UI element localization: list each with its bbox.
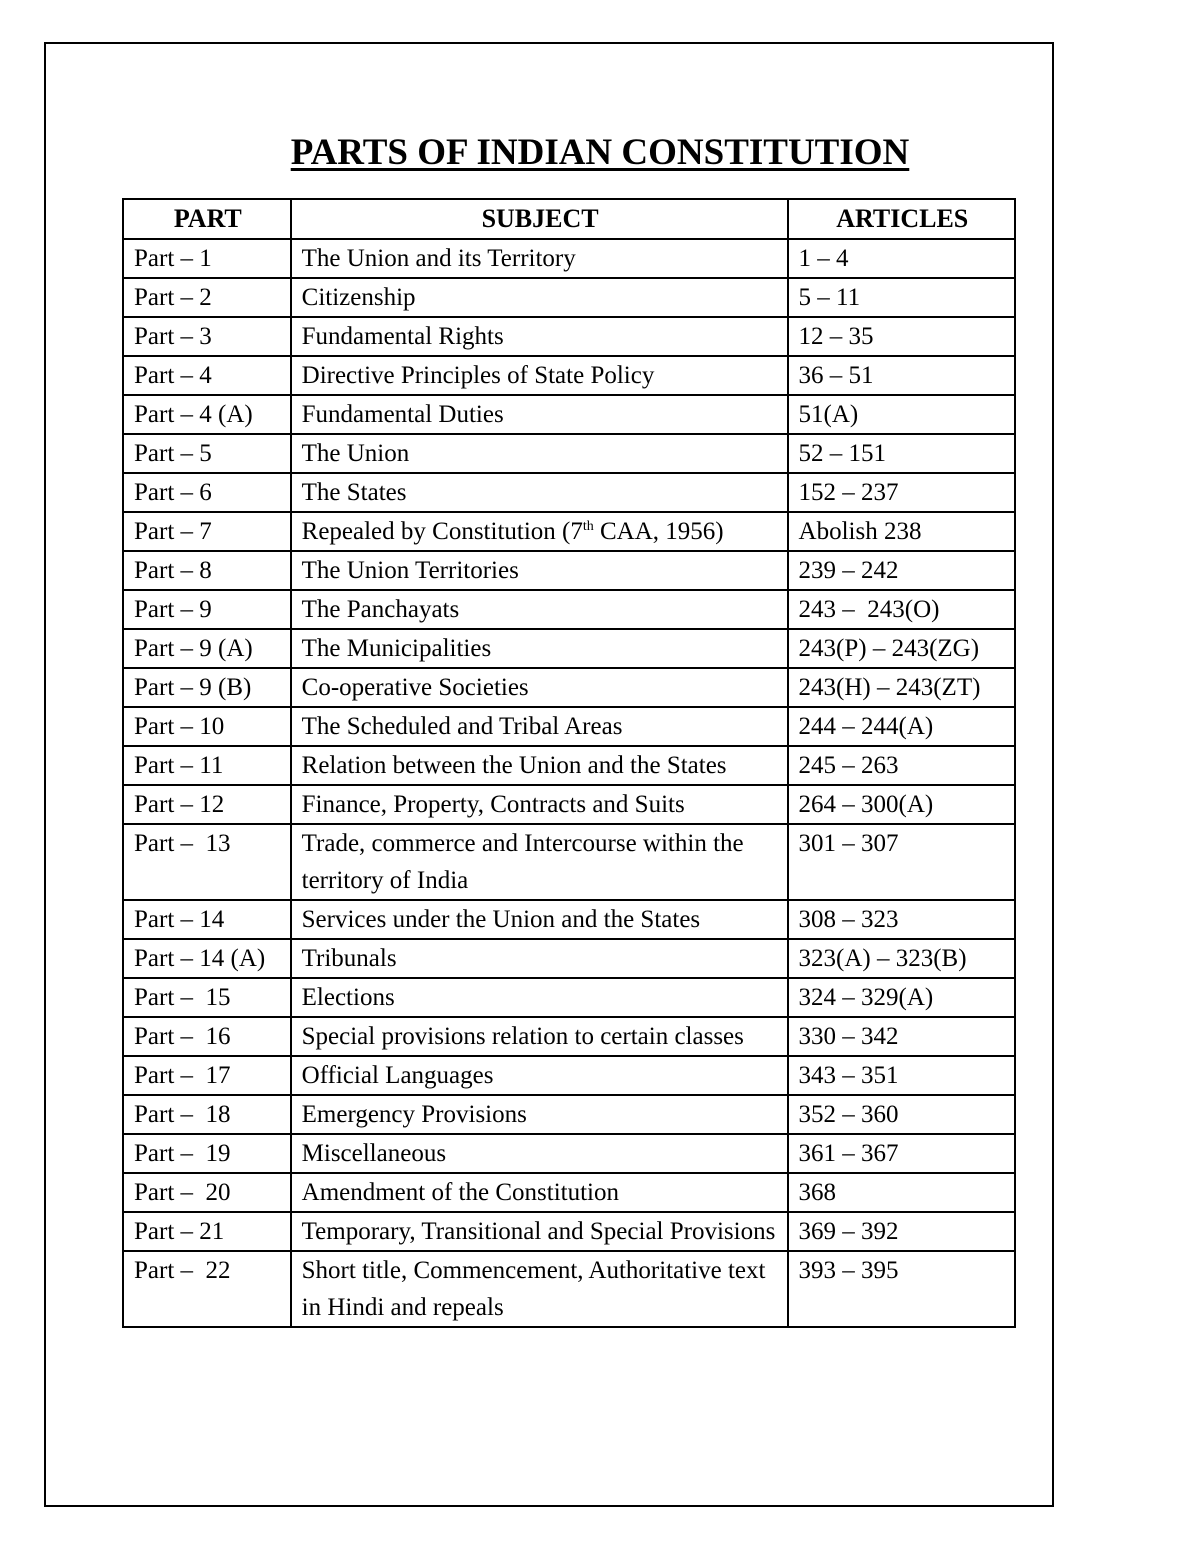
- subject-cell: Finance, Property, Contracts and Suits: [291, 785, 788, 824]
- part-cell: Part – 10: [123, 707, 291, 746]
- articles-cell: 301 – 307: [788, 824, 1015, 900]
- part-cell: Part – 19: [123, 1134, 291, 1173]
- articles-cell: 243 – 243(O): [788, 590, 1015, 629]
- subject-cell: The Union and its Territory: [291, 239, 788, 278]
- table-row: [123, 1134, 1015, 1173]
- part-cell: Part – 14: [123, 900, 291, 939]
- subject-cell: Fundamental Duties: [291, 395, 788, 434]
- subject-cell: Official Languages: [291, 1056, 788, 1095]
- articles-cell: 152 – 237: [788, 473, 1015, 512]
- subject-superscript: th: [582, 519, 594, 534]
- articles-cell: 243(H) – 243(ZT): [788, 668, 1015, 707]
- part-cell: Part – 12: [123, 785, 291, 824]
- part-cell: Part – 6: [123, 473, 291, 512]
- subject-cell: Trade, commerce and Intercourse within the territory of India: [291, 824, 788, 900]
- articles-cell: 323(A) – 323(B): [788, 939, 1015, 978]
- subject-cell: Citizenship: [291, 278, 788, 317]
- subject-cell: The Union Territories: [291, 551, 788, 590]
- articles-cell: 368: [788, 1173, 1015, 1212]
- table-row: [123, 1212, 1015, 1251]
- articles-cell: 352 – 360: [788, 1095, 1015, 1134]
- subject-text-pre: Repealed by Constitution (7: [301, 518, 583, 545]
- subject-cell: The Union: [291, 434, 788, 473]
- articles-cell: 239 – 242: [788, 551, 1015, 590]
- part-cell: Part – 21: [123, 1212, 291, 1251]
- table-header-row: [123, 199, 1015, 239]
- table-row: [123, 1056, 1015, 1095]
- articles-cell: 343 – 351: [788, 1056, 1015, 1095]
- part-cell: Part – 13: [123, 824, 291, 900]
- table-row: [123, 1017, 1015, 1056]
- subject-cell: Emergency Provisions: [291, 1095, 788, 1134]
- table-row: [123, 239, 1015, 278]
- subject-cell: The Panchayats: [291, 590, 788, 629]
- part-cell: Part – 4: [123, 356, 291, 395]
- articles-cell: 244 – 244(A): [788, 707, 1015, 746]
- articles-cell: 12 – 35: [788, 317, 1015, 356]
- part-cell: Part – 16: [123, 1017, 291, 1056]
- table-row: [123, 1095, 1015, 1134]
- subject-cell: Relation between the Union and the States: [291, 746, 788, 785]
- part-cell: Part – 15: [123, 978, 291, 1017]
- table-row: [123, 1251, 1015, 1327]
- part-cell: Part – 5: [123, 434, 291, 473]
- table-row: [123, 278, 1015, 317]
- part-cell: Part – 22: [123, 1251, 291, 1327]
- subject-cell: Co-operative Societies: [291, 668, 788, 707]
- table-row: [123, 1173, 1015, 1212]
- articles-cell: 393 – 395: [788, 1251, 1015, 1327]
- articles-cell: 243(P) – 243(ZG): [788, 629, 1015, 668]
- page-title: [0, 132, 1200, 174]
- subject-cell: Special provisions relation to certain classes: [291, 1017, 788, 1056]
- subject-cell: Temporary, Transitional and Special Provisions: [291, 1212, 788, 1251]
- table-row: [123, 395, 1015, 434]
- table-row: [123, 512, 1015, 551]
- subject-cell: The Municipalities: [291, 629, 788, 668]
- subject-cell: Fundamental Rights: [291, 317, 788, 356]
- articles-cell: Abolish 238: [788, 512, 1015, 551]
- subject-text-post: CAA, 1956): [593, 518, 724, 545]
- part-cell: Part – 4 (A): [123, 395, 291, 434]
- articles-cell: 1 – 4: [788, 239, 1015, 278]
- table-row: [123, 629, 1015, 668]
- table-row: [123, 434, 1015, 473]
- articles-cell: 52 – 151: [788, 434, 1015, 473]
- page-title-text: PARTS OF INDIAN CONSTITUTION: [290, 132, 910, 173]
- articles-cell: 369 – 392: [788, 1212, 1015, 1251]
- part-cell: Part – 20: [123, 1173, 291, 1212]
- table-row: [123, 900, 1015, 939]
- table-row: [123, 668, 1015, 707]
- part-cell: Part – 8: [123, 551, 291, 590]
- table-row: [123, 824, 1015, 900]
- part-cell: Part – 9 (B): [123, 668, 291, 707]
- articles-cell: 245 – 263: [788, 746, 1015, 785]
- subject-cell: The States: [291, 473, 788, 512]
- table-row: [123, 707, 1015, 746]
- subject-cell: Services under the Union and the States: [291, 900, 788, 939]
- table-row: [123, 551, 1015, 590]
- subject-cell: Short title, Commencement, Authoritative text in Hindi and repeals: [291, 1251, 788, 1327]
- table-row: [123, 590, 1015, 629]
- part-cell: Part – 11: [123, 746, 291, 785]
- table-row: [123, 746, 1015, 785]
- table-row: [123, 785, 1015, 824]
- part-cell: Part – 7: [123, 512, 291, 551]
- part-cell: Part – 3: [123, 317, 291, 356]
- subject-cell: Directive Principles of State Policy: [291, 356, 788, 395]
- part-cell: Part – 2: [123, 278, 291, 317]
- articles-cell: 51(A): [788, 395, 1015, 434]
- articles-cell: 361 – 367: [788, 1134, 1015, 1173]
- part-cell: Part – 17: [123, 1056, 291, 1095]
- part-cell: Part – 18: [123, 1095, 291, 1134]
- part-cell: Part – 14 (A): [123, 939, 291, 978]
- part-cell: Part – 9 (A): [123, 629, 291, 668]
- table-row: [123, 939, 1015, 978]
- articles-cell: 264 – 300(A): [788, 785, 1015, 824]
- header-subject: SUBJECT: [291, 199, 788, 239]
- table-row: [123, 978, 1015, 1017]
- constitution-parts-table: [122, 198, 1016, 1328]
- header-articles: ARTICLES: [788, 199, 1015, 239]
- articles-cell: 5 – 11: [788, 278, 1015, 317]
- table-row: [123, 473, 1015, 512]
- articles-cell: 36 – 51: [788, 356, 1015, 395]
- header-part: PART: [123, 199, 291, 239]
- part-cell: Part – 9: [123, 590, 291, 629]
- subject-cell: Miscellaneous: [291, 1134, 788, 1173]
- articles-cell: 308 – 323: [788, 900, 1015, 939]
- subject-cell: The Scheduled and Tribal Areas: [291, 707, 788, 746]
- table-row: [123, 317, 1015, 356]
- subject-cell: Tribunals: [291, 939, 788, 978]
- subject-cell: Amendment of the Constitution: [291, 1173, 788, 1212]
- table-row: [123, 356, 1015, 395]
- part-cell: Part – 1: [123, 239, 291, 278]
- articles-cell: 324 – 329(A): [788, 978, 1015, 1017]
- articles-cell: 330 – 342: [788, 1017, 1015, 1056]
- subject-cell: Elections: [291, 978, 788, 1017]
- subject-cell: [291, 512, 788, 551]
